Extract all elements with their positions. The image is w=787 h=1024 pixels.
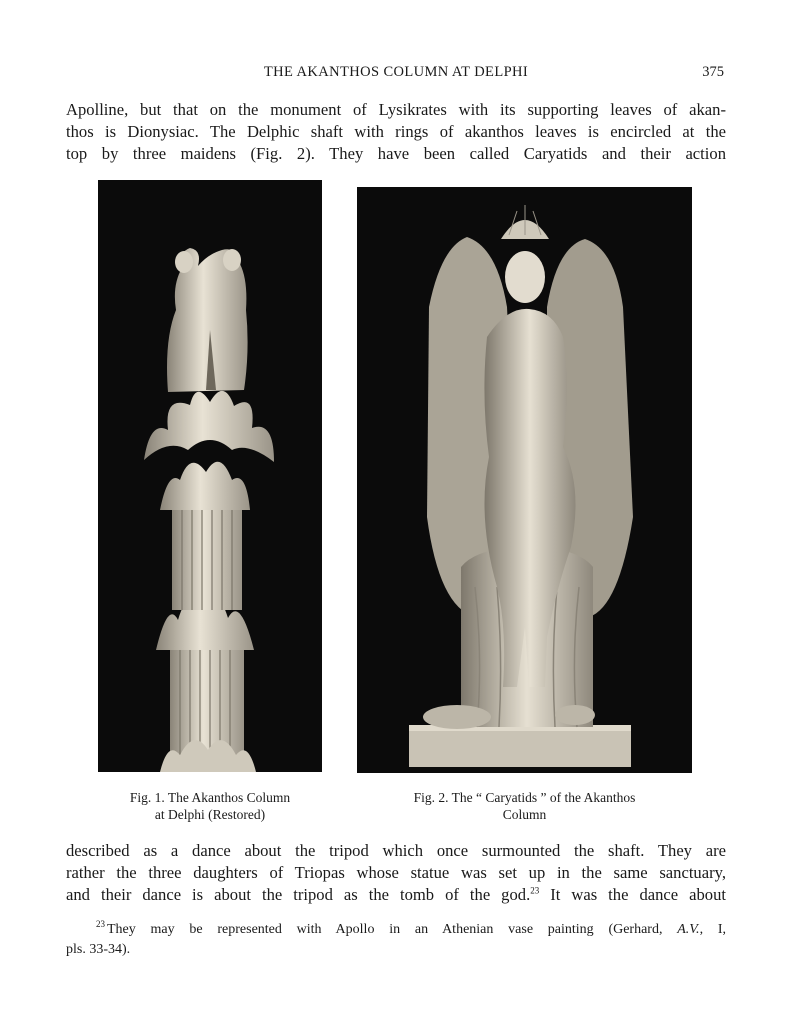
- text-segment: It was the dance about: [539, 885, 726, 904]
- text-segment: , I,: [699, 922, 726, 937]
- text-line: top by three maidens (Fig. 2). They have been called Caryatids and their action: [66, 144, 726, 163]
- caption-line: Fig. 2. The “ Caryatids ” of the Akanthos: [413, 790, 636, 805]
- text-line: [66, 884, 726, 906]
- page-number: 375: [702, 64, 724, 80]
- body-paragraph-bottom: [66, 840, 726, 906]
- figure-1-akanthos-column-photo: [98, 180, 322, 772]
- text-line: described as a dance about the tripod which once surmounted the shaft. They are: [66, 841, 726, 860]
- caption-line: Fig. 1. The Akanthos Column: [129, 790, 291, 805]
- footnote-reference: 23: [530, 885, 540, 896]
- footnote-line: [66, 920, 726, 940]
- text-line: Apolline, but that on the monument of Lysikrates with its supporting leaves of akan-: [66, 100, 726, 119]
- figure-2-caption: [357, 789, 692, 823]
- text-line: thos is Dionysiac. The Delphic shaft with rings of akanthos leaves is encircled at the: [66, 122, 726, 141]
- caption-line: Column: [502, 807, 547, 822]
- text-segment: They may be represented with Apollo in an Athenian vase painting (Gerhard,: [107, 922, 678, 937]
- footnote-line: pls. 33-34).: [66, 942, 131, 957]
- figure-2-caryatids-photo: [357, 187, 692, 773]
- body-paragraph-top: [66, 99, 726, 165]
- text-line: rather the three daughters of Triopas whose statue was set up in the same sanctuary,: [66, 863, 726, 882]
- figure-1-caption: [98, 789, 322, 823]
- caption-line: at Delphi (Restored): [154, 807, 266, 822]
- text-segment: and their dance is about the tripod as the tomb of the god.: [66, 885, 531, 904]
- text-segment-italic: A.V.: [677, 922, 700, 937]
- footnote: [66, 920, 726, 960]
- footnote-marker: 23: [96, 919, 105, 929]
- running-head: [66, 64, 726, 84]
- running-title: THE AKANTHOS COLUMN AT DELPHI: [263, 64, 529, 80]
